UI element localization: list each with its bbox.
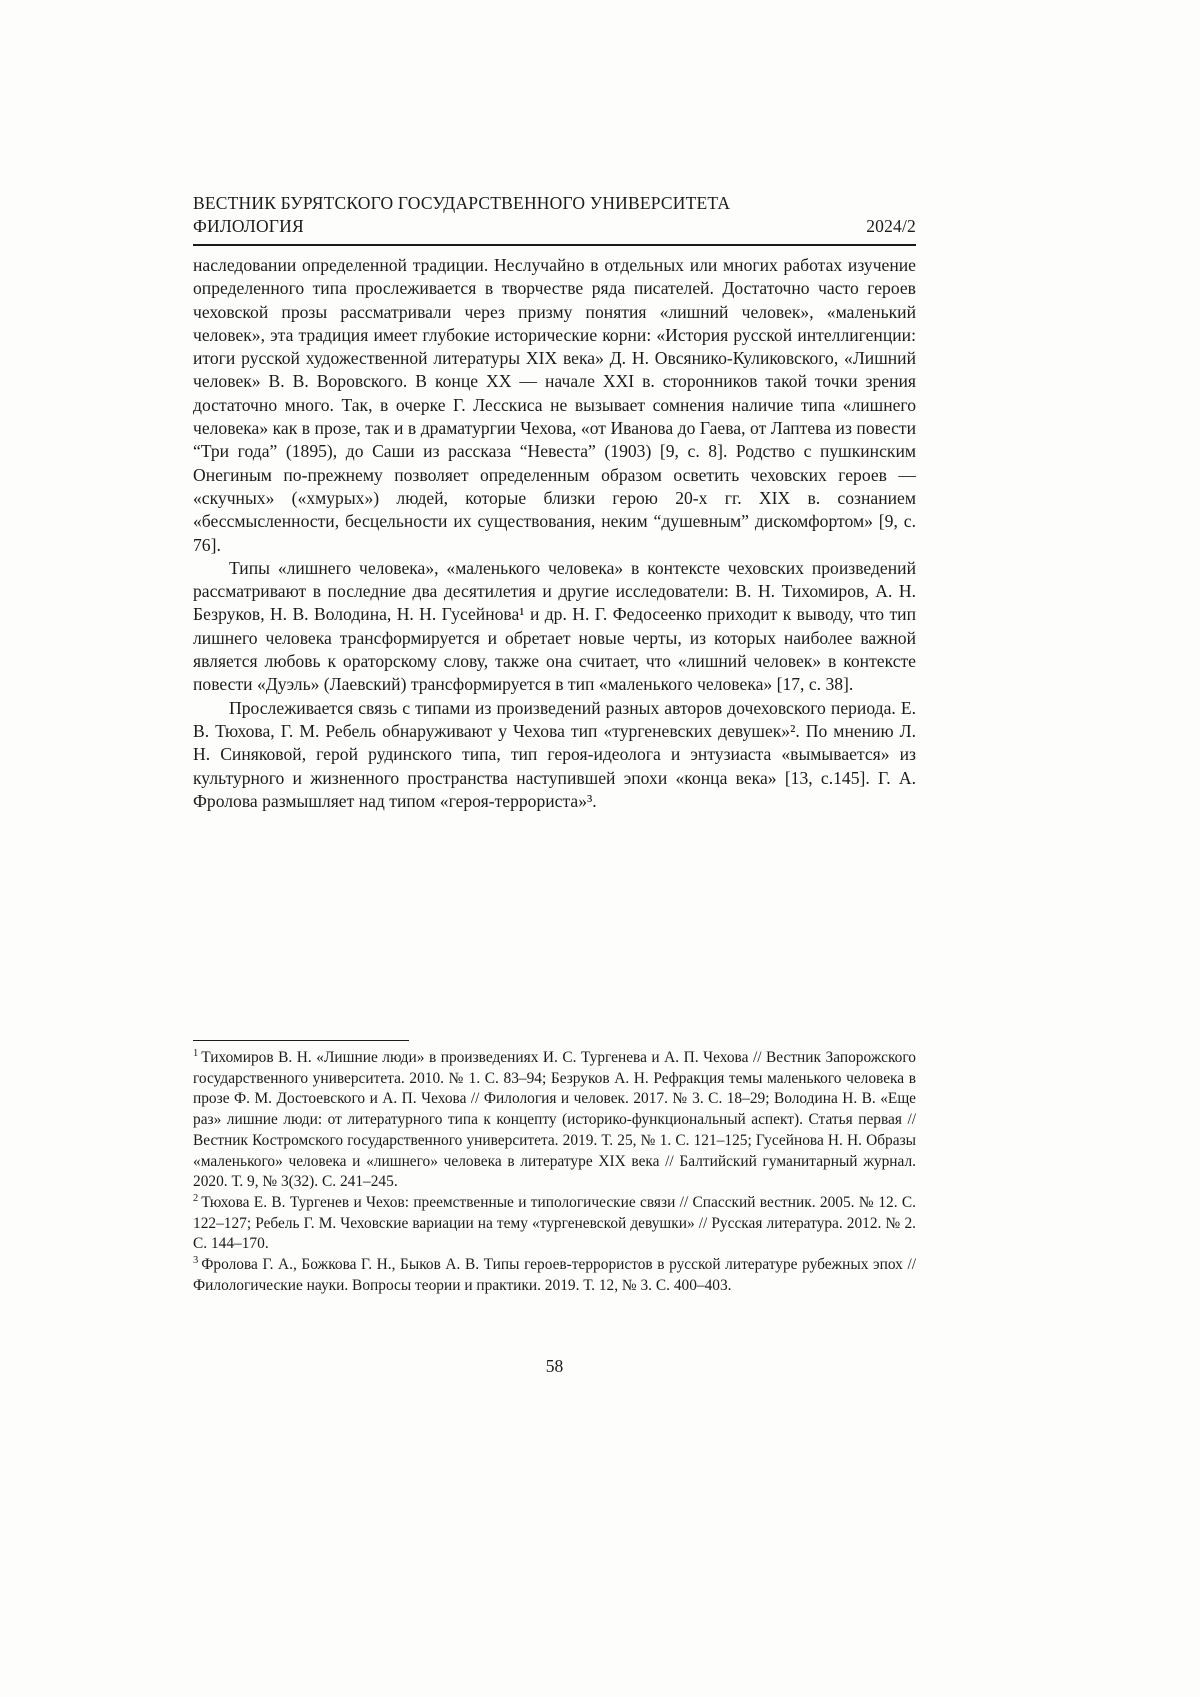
footnote: [193, 1255, 916, 1296]
body-paragraph: Типы «лишнего человека», «маленького человека» в контексте чеховских произведений рассматривают в последние два десятилетия и другие исследователи: В. Н. Тихомиров, А. Н. Безруков, Н. В. Володина, Н. Н. Гусейнова¹ и др. Н. Г. Федосеенко приходит к выводу, что тип лишнего человека трансформируется и обретает новые черты, из которых наиболее важной является любовь к ораторскому слову, также она считает, что «лишний человек» в контексте повести «Дуэль» (Лаевский) трансформируется в тип «маленького человека» [17, с. 38].: [193, 557, 916, 695]
article-body: [193, 254, 916, 813]
footnote-text: Тюхова Е. В. Тургенев и Чехов: преемственные и типологические связи // Спасский вестник. 2005. № 12. С. 122–127; Ребель Г. М. Чеховские вариации на тему «тургеневской девушки» // Русская литература. 2012. № 2. С. 144–170.: [193, 1193, 916, 1253]
footnote: [193, 1193, 916, 1255]
header-divider: [193, 244, 916, 246]
body-paragraph: Прослеживается связь с типами из произведений разных авторов дочеховского периода. Е. В. Тюхова, Г. М. Ребель обнаруживают у Чехова тип «тургеневских девушек»². По мнению Л. Н. Синяковой, герой рудинского типа, тип героя-идеолога и энтузиаста «вымывается» из культурного и жизненного пространства наступившей эпохи «конца века» [13, с.145]. Г. А. Фролова размышляет над типом «героя-террориста»³.: [193, 697, 916, 811]
footnote-text: Тихомиров В. Н. «Лишние люди» в произведениях И. С. Тургенева и А. П. Чехова // Вестник Запорожского государственного университета. 2010. № 1. С. 83–94; Безруков А. Н. Рефракция темы маленького человека в прозе Ф. М. Достоевского и А. П. Чехова // Филология и человек. 2017. № 3. С. 18–29; Володина Н. В. «Еще раз» лишние люди: от литературного типа к концепту (историко-функциональный аспект). Статья первая // Вестник Костромского государственного университета. 2019. Т. 25, № 1. С. 121–125; Гусейнова Н. Н. Образы «маленького» человека и «лишнего» человека в литературе XIX века // Балтийский гуманитарный журнал. 2020. Т. 9, № 3(32). С. 241–245.: [193, 1049, 916, 1191]
footnote-marker: 1: [193, 1047, 199, 1059]
footnote-marker: 3: [193, 1254, 199, 1266]
footnote-marker: 2: [193, 1192, 199, 1204]
body-paragraph: наследовании определенной традиции. Неслучайно в отдельных или многих работах изучение определенного типа прослеживается в творчестве ряда писателей. Достаточно часто героев чеховской прозы рассматривали через призму понятия «лишний человек», «маленький человек», эта традиция имеет глубокие исторические корни: «История русской интеллигенции: итоги русской художественной литературы XIX века» Д. Н. Овсянико-Куликовского, «Лишний человек» В. В. Воровского. В конце XX — начале XXI в. сторонников такой точки зрения достаточно много. Так, в очерке Г. Лесскиса не вызывает сомнения наличие типа «лишнего человека» как в прозе, так и в драматургии Чехова, «от Иванова до Гаева, от Лаптева из повести “Три года” (1895), до Саши из рассказа “Невеста” (1903) [9, с. 8]. Родство с пушкинским Онегиным по-прежнему позволяет определенным образом осветить чеховских героев — «скучных» («хмурых») людей, которые близки герою 20-х гг. XIX в. сознанием «бессмысленности, бесцельности их существования, неким “душевным” дискомфортом» [9, с. 76].: [193, 255, 916, 555]
running-header: [193, 192, 916, 246]
journal-title: ВЕСТНИК БУРЯТСКОГО ГОСУДАРСТВЕННОГО УНИВЕРСИТЕТА: [193, 193, 731, 213]
footnote-text: Фролова Г. А., Божкова Г. Н., Быков А. В. Типы героев-террористов в русской литературе рубежных эпох // Филологические науки. Вопросы теории и практики. 2019. Т. 12, № 3. С. 400–403.: [193, 1256, 916, 1294]
footnote: [193, 1048, 916, 1193]
issue-number: 2024/2: [866, 216, 916, 236]
section-title: ФИЛОЛОГИЯ: [193, 216, 304, 236]
page-number: 58: [545, 1356, 564, 1376]
footnotes-section: [193, 1040, 916, 1296]
footnote-divider: [193, 1040, 409, 1041]
